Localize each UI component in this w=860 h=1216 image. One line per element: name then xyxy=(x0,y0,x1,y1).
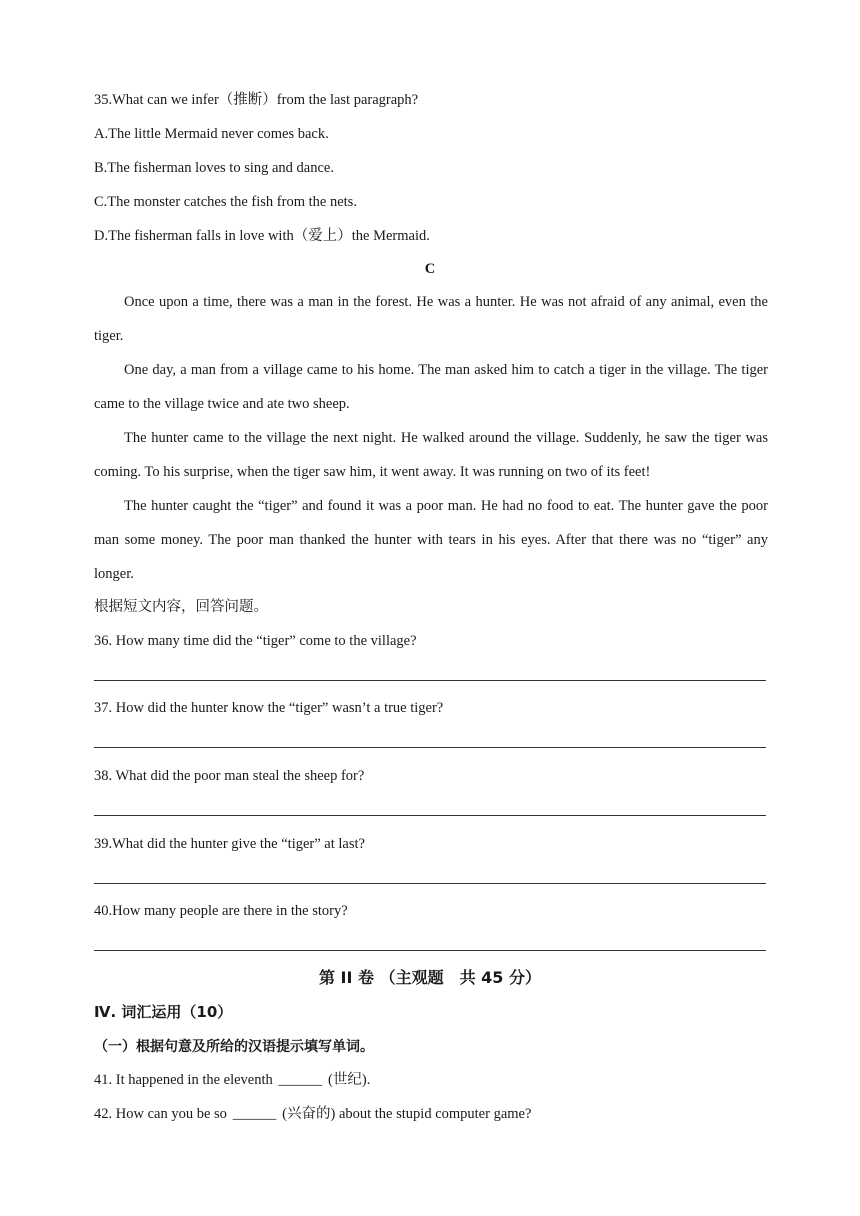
fill-item-41 xyxy=(94,1070,370,1090)
answer-line xyxy=(94,950,766,951)
passage-paragraph: One day, a man from a village came to his home. The man asked him to catch a tiger in the village. The tiger came to the village twice and ate two sheep. xyxy=(94,362,768,412)
answer-line xyxy=(94,883,766,884)
question-39: 39.What did the hunter give the “tiger” at last? xyxy=(94,836,365,852)
question-35: 35.What can we infer（推断）from the last paragraph? xyxy=(94,92,419,108)
item-hint: (兴奋的) about the stupid computer game? xyxy=(282,1106,532,1122)
answer-line xyxy=(94,747,766,748)
question-37: 37. How did the hunter know the “tiger” wasn’t a true tiger? xyxy=(94,700,444,716)
question-40: 40.How many people are there in the story? xyxy=(94,903,348,919)
answer-line xyxy=(94,815,766,816)
option-a: A.The little Mermaid never comes back. xyxy=(94,126,329,142)
fill-blank: ______ xyxy=(278,1072,323,1088)
option-d: D.The fisherman falls in love with（爱上）the Mermaid. xyxy=(94,228,430,244)
passage-paragraph: The hunter caught the “tiger” and found it was a poor man. He had no food to eat. The hunter gave the poor man some money. The poor man thanked the hunter with tears in his eyes. After that there was no “tiger” any longer. xyxy=(94,498,768,582)
fill-item-42 xyxy=(94,1104,531,1124)
item-hint: (世纪). xyxy=(328,1072,371,1088)
option-b: B.The fisherman loves to sing and dance. xyxy=(94,160,334,176)
passage-letter: C xyxy=(424,261,436,277)
section-title: 第 II 卷 （主观题 共 45 分） xyxy=(318,968,542,987)
passage-paragraph: Once upon a time, there was a man in the forest. He was a hunter. He was not afraid of any animal, even the tiger. xyxy=(94,294,768,344)
answer-line xyxy=(94,680,766,681)
passage-paragraph: The hunter came to the village the next night. He walked around the village. Suddenly, he saw the tiger was coming. To his surprise, when the tiger saw him, it went away. It was running on two of its feet! xyxy=(94,430,768,480)
sub-title: （一）根据句意及所给的汉语提示填写单词。 xyxy=(94,1039,374,1055)
instruction: 根据短文内容，回答问题。 xyxy=(94,599,268,615)
question-38: 38. What did the poor man steal the sheep for? xyxy=(94,768,365,784)
fill-blank: ______ xyxy=(232,1106,277,1122)
part-title: Ⅳ. 词汇运用（10） xyxy=(94,1003,233,1021)
item-text: 42. How can you be so xyxy=(94,1106,227,1122)
item-text: 41. It happened in the eleventh xyxy=(94,1072,273,1088)
question-36: 36. How many time did the “tiger” come to the village? xyxy=(94,633,417,649)
option-c: C.The monster catches the fish from the nets. xyxy=(94,194,357,210)
